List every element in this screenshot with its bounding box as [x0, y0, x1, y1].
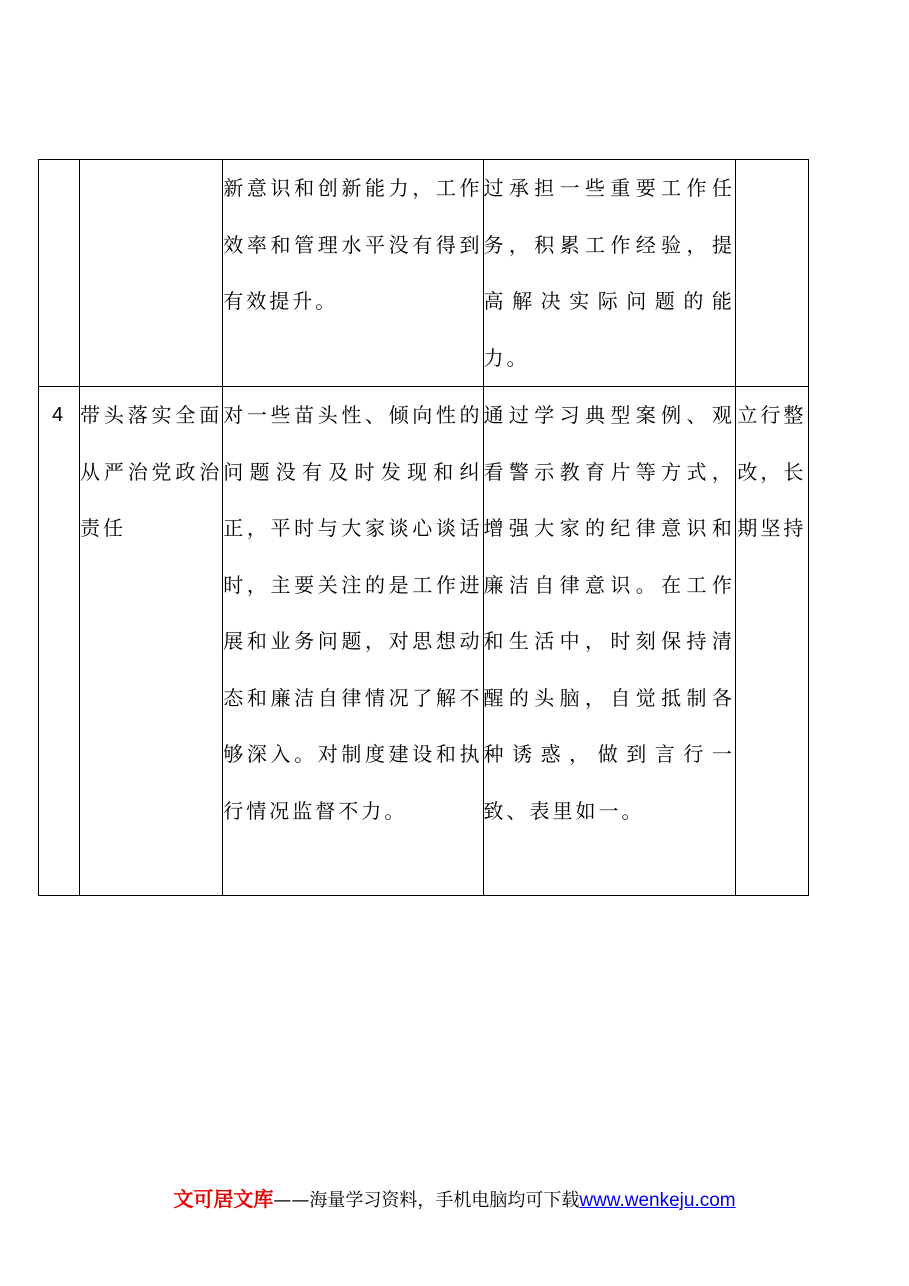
rectification-table [38, 159, 809, 896]
row-problem: 对一些苗头性、倾向性的问题没有及时发现和纠正，平时与大家谈心谈话时，主要关注的是工作进展和业务问题，对思想动态和廉洁自律情况了解不够深入。对制度建设和执行情况监督不力。 [223, 387, 483, 896]
row-number [39, 160, 80, 387]
row-measure: 通过学习典型案例、观看警示教育片等方式，增强大家的纪律意识和廉洁自律意识。在工作和生活中，时刻保持清醒的头脑，自觉抵制各种诱惑，做到言行一致、表里如一。 [483, 387, 735, 896]
footer-slogan: 海量学习资料，手机电脑均可下载 [309, 1190, 580, 1211]
footer-link[interactable]: www.wenkeju.com [579, 1190, 736, 1211]
footer [0, 1183, 909, 1212]
table-row [39, 387, 809, 896]
row-problem: 新意识和创新能力，工作效率和管理水平没有得到有效提升。 [223, 160, 483, 387]
row-measure: 过承担一些重要工作任务，积累工作经验，提高解决实际问题的能力。 [483, 160, 735, 387]
footer-brand: 文可居文库 [173, 1187, 274, 1211]
footer-separator: —— [273, 1190, 310, 1211]
table-row [39, 160, 809, 387]
row-timing [735, 160, 808, 387]
row-timing: 立行整改，长期坚持 [735, 387, 808, 896]
row-item: 带头落实全面从严治党政治责任 [80, 387, 223, 896]
row-item [80, 160, 223, 387]
row-number: 4 [39, 387, 80, 896]
